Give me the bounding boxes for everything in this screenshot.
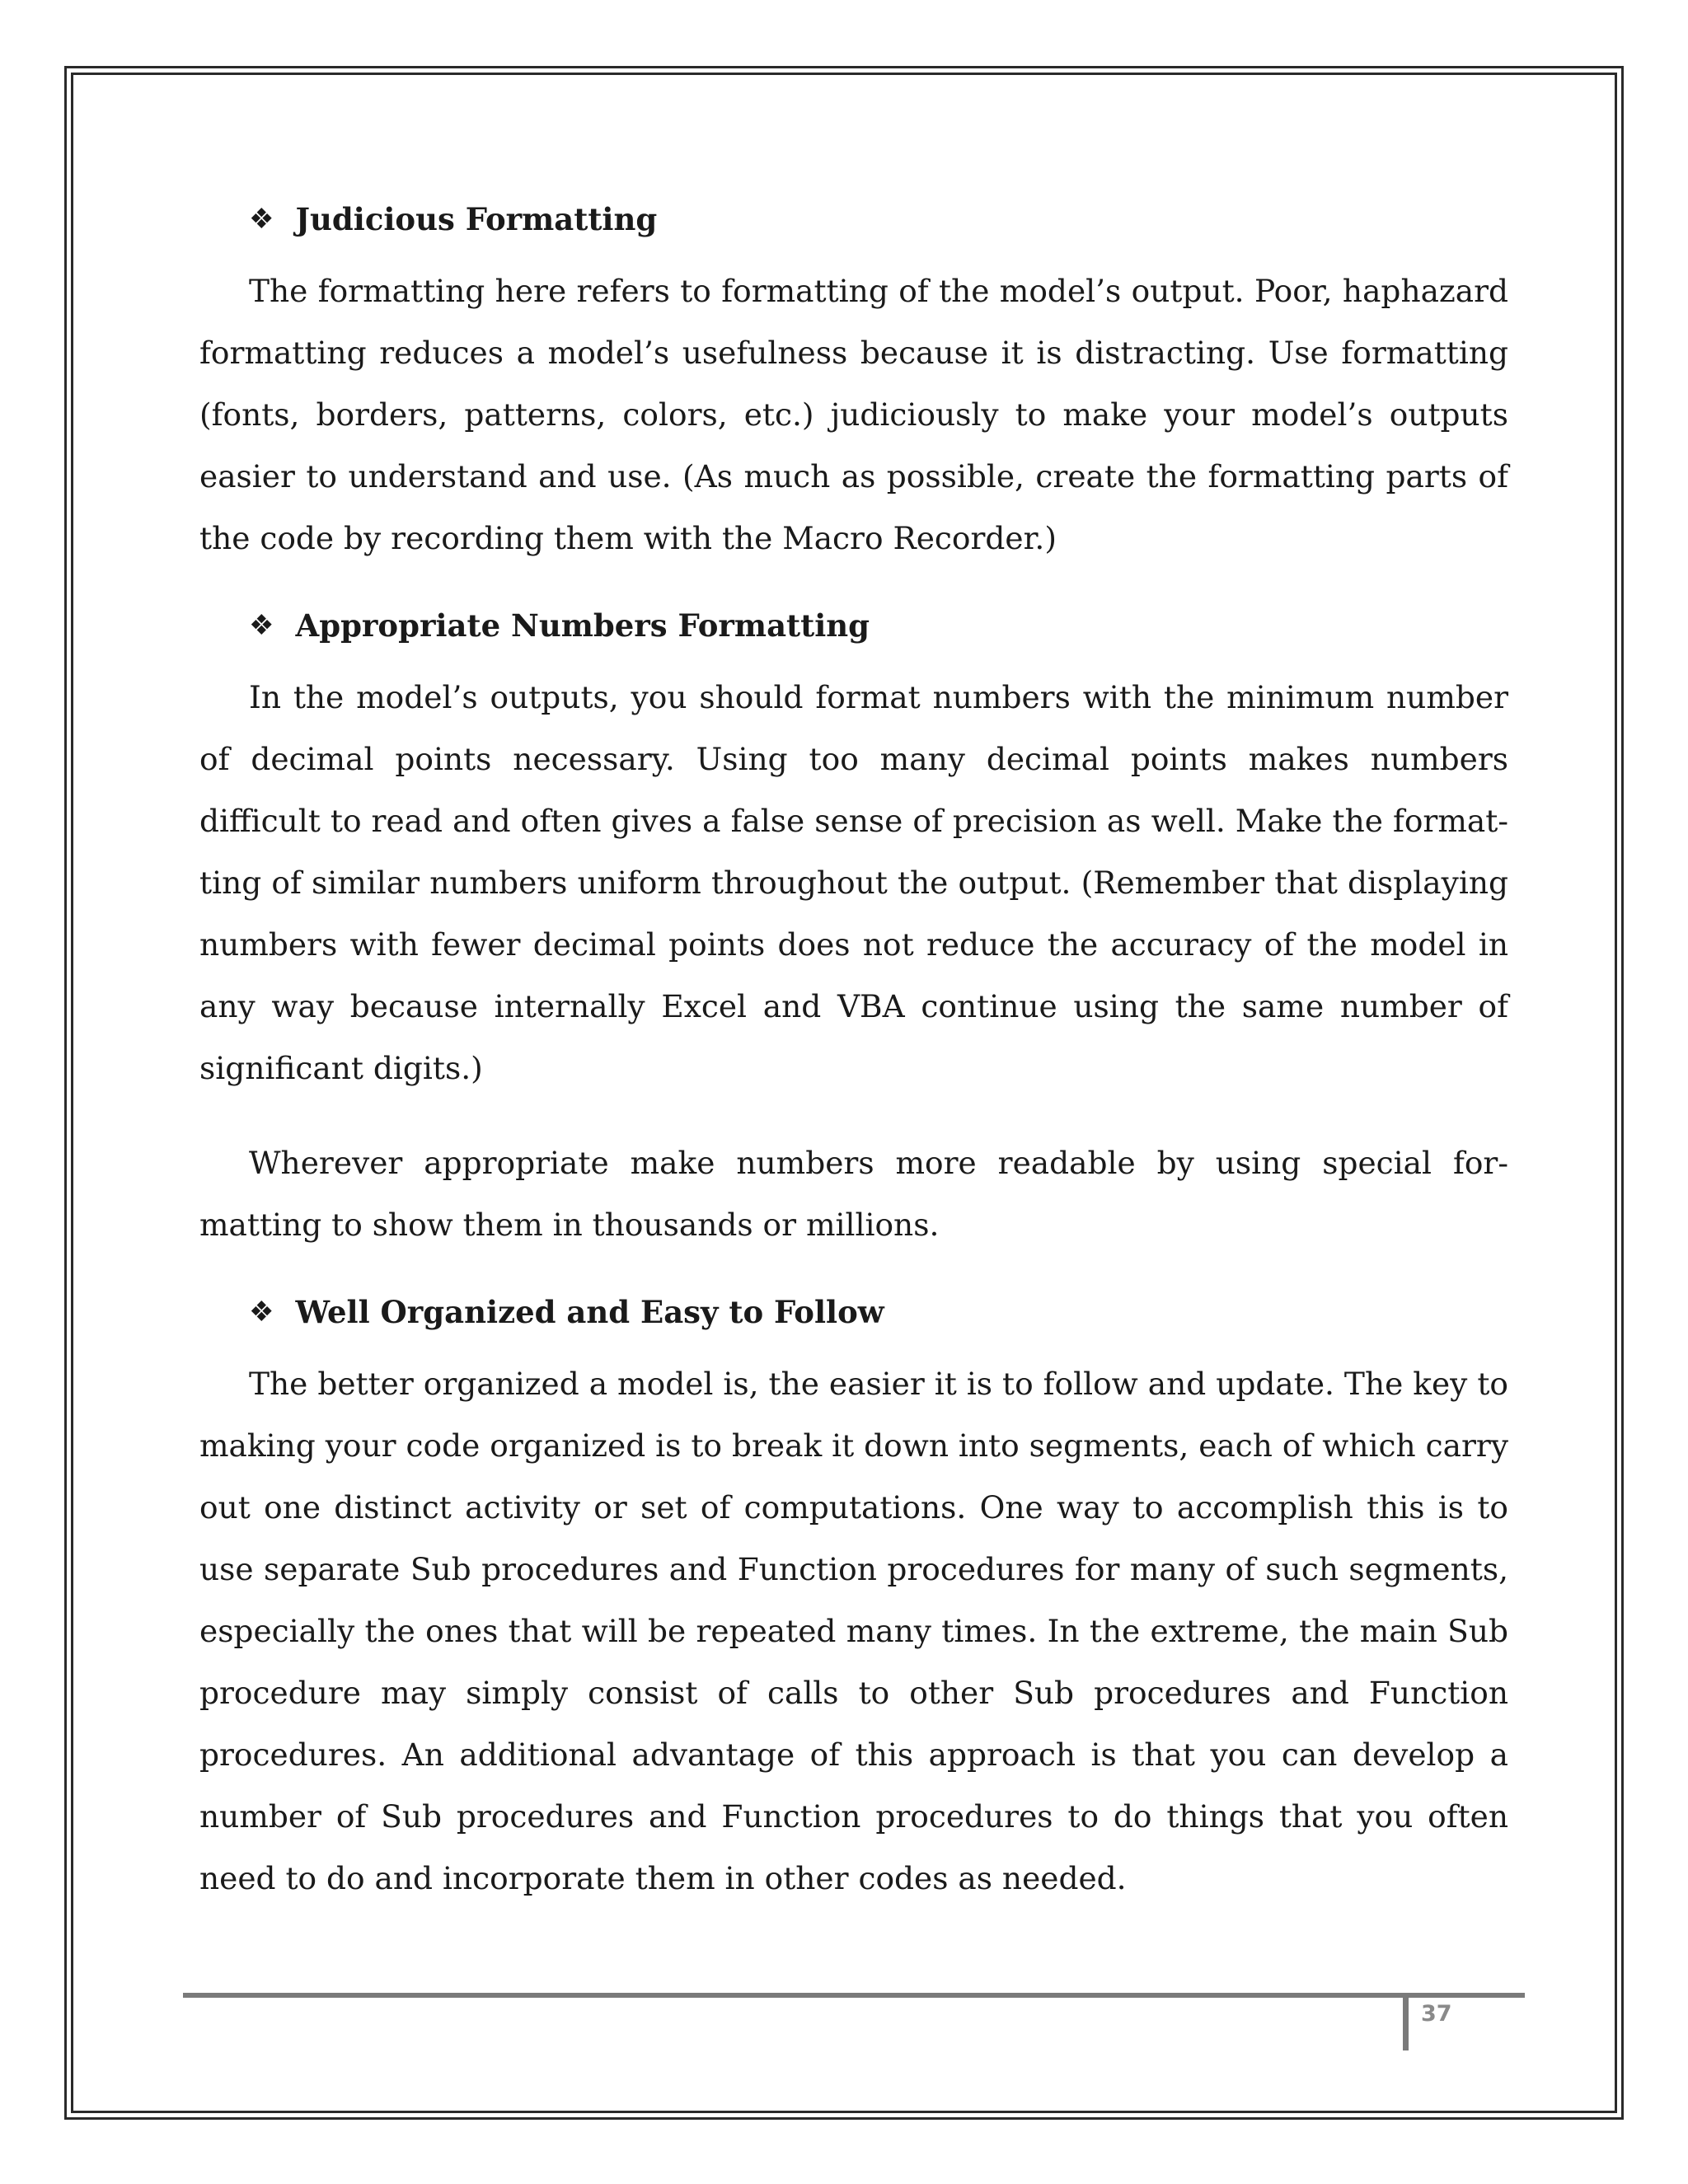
footer-divider-tick <box>1403 1994 1409 2050</box>
diamond-bullet-icon: ❖ <box>249 1296 274 1329</box>
page-content <box>199 194 1508 1910</box>
page-number: 37 <box>1421 2001 1452 2027</box>
section-heading-judicious-formatting <box>249 194 1508 244</box>
section-heading-label: Well Organized and Easy to Follow <box>295 1294 884 1330</box>
body-paragraph: The formatting here refers to formatting of the model’s output. Poor, haphazard formatting reduces a model’s usefulness because it is distracting. Use formatting (fonts, borders, patterns, colors, etc.) judiciously to make your model’s outputs easier to understand and use. (As much as possible, create the formatting parts of the code by recording them with the Macro Recorder.) <box>199 273 1508 556</box>
body-paragraph: In the model’s outputs, you should format numbers with the minimum number of decimal points necessary. Using too many decimal points makes numbers difficult to read and often gives a false sense of precision as well. Make the format-ting of similar numbers uniform throughout the output. (Remember that displaying numbers with fewer decimal points does not reduce the accuracy of the model in any way because internally Excel and VBA continue using the same number of significant digits.) <box>199 679 1508 1086</box>
body-paragraph: The better organized a model is, the easier it is to follow and update. The key to making your code organized is to break it down into segments, each of which carry out one distinct activity or set of computations. One way to accomplish this is to use separate Sub procedures and Function procedures for many of such segments, especially the ones that will be repeated many times. In the extreme, the main Sub procedure may simply consist of calls to other Sub procedures and Function procedures. An additional advantage of this approach is that you can develop a number of Sub procedures and Function procedures to do things that you often need to do and incorporate them in other codes as needed. <box>199 1366 1508 1896</box>
section-heading-label: Judicious Formatting <box>295 201 658 237</box>
body-paragraph: Wherever appropriate make numbers more readable by using special for-matting to show them in thousands or millions. <box>199 1145 1508 1243</box>
section-heading-well-organized <box>249 1287 1508 1337</box>
footer-rule <box>183 1993 1525 1998</box>
section-heading-appropriate-numbers-formatting <box>249 601 1508 650</box>
diamond-bullet-icon: ❖ <box>249 203 274 236</box>
section-heading-label: Appropriate Numbers Formatting <box>295 607 870 644</box>
diamond-bullet-icon: ❖ <box>249 609 274 642</box>
